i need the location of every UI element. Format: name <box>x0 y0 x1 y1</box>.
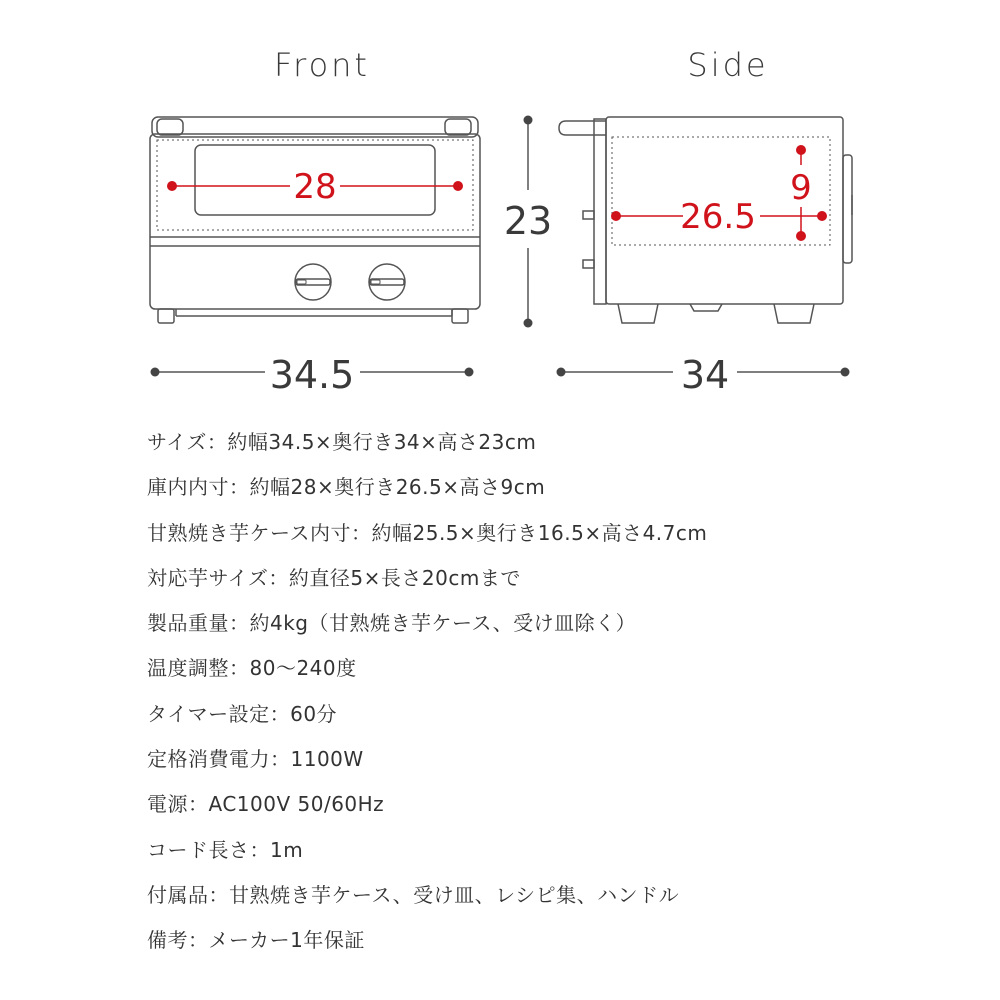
spec-row-timer <box>147 694 967 739</box>
spec-label: 電源： <box>147 792 209 817</box>
spec-row-temperature <box>147 648 967 693</box>
front-overall-width-label: 34.5 <box>269 353 355 397</box>
spec-value: AC100V 50/60Hz <box>208 792 385 817</box>
spec-label: コード長さ： <box>147 837 270 862</box>
knob-right <box>369 264 405 300</box>
overall-height-dimension <box>504 116 552 328</box>
spec-value: 約幅28×奥行き26.5×高さ9cm <box>249 475 546 500</box>
front-interior-width-dimension <box>167 167 463 207</box>
spec-row-weight <box>147 603 967 648</box>
spec-row-cord-length <box>147 830 967 875</box>
spec-label: 甘熟焼き芋ケース内寸： <box>147 520 372 545</box>
front-overall-width-dimension <box>151 353 474 397</box>
spec-label: 製品重量： <box>147 611 250 636</box>
overall-height-label: 23 <box>503 199 553 243</box>
spec-value: 約幅34.5×奥行き34×高さ23cm <box>227 430 537 454</box>
spec-label: 定格消費電力： <box>147 747 291 772</box>
spec-label: 庫内内寸： <box>147 475 250 500</box>
spec-row-size <box>147 422 967 467</box>
front-interior-width-label: 28 <box>293 167 337 207</box>
spec-row-notes <box>147 920 967 965</box>
spec-row-interior-size <box>147 467 967 512</box>
spec-row-power-source <box>147 784 967 829</box>
spec-value: 1m <box>270 837 304 862</box>
spec-label: 付属品： <box>147 882 229 907</box>
knob-left <box>295 264 331 300</box>
spec-label: 対応芋サイズ： <box>147 565 289 590</box>
spec-row-potato-size <box>147 558 967 603</box>
spec-value: 60分 <box>290 701 338 726</box>
side-overall-depth-dimension <box>557 353 850 397</box>
spec-value: 約直径5×長さ20cmまで <box>288 565 521 590</box>
spec-value: 甘熟焼き芋ケース、受け皿、レシピ集、ハンドル <box>229 882 680 907</box>
spec-row-case-size <box>147 513 967 558</box>
spec-list <box>147 422 967 966</box>
spec-label: 温度調整： <box>147 656 250 681</box>
front-oven-drawing <box>150 117 480 323</box>
spec-value: 80〜240度 <box>249 656 357 681</box>
spec-label: サイズ： <box>147 430 228 454</box>
front-view-title: Front <box>274 46 370 84</box>
side-view-title: Side <box>687 46 769 84</box>
dimension-diagram <box>0 0 1000 400</box>
spec-row-power-consumption <box>147 739 967 784</box>
side-interior-depth-label: 26.5 <box>680 197 756 237</box>
side-interior-height-dimension <box>790 145 812 241</box>
spec-value: 約4kg（甘熟焼き芋ケース、受け皿除く） <box>249 611 637 636</box>
spec-value: 約幅25.5×奥行き16.5×高さ4.7cm <box>371 520 708 545</box>
side-overall-depth-label: 34 <box>680 353 730 397</box>
spec-label: 備考： <box>147 928 209 953</box>
spec-label: タイマー設定： <box>147 701 291 726</box>
spec-row-accessories <box>147 875 967 920</box>
side-interior-height-label: 9 <box>790 168 812 208</box>
spec-value: メーカー1年保証 <box>208 928 365 953</box>
spec-value: 1100W <box>290 747 364 772</box>
